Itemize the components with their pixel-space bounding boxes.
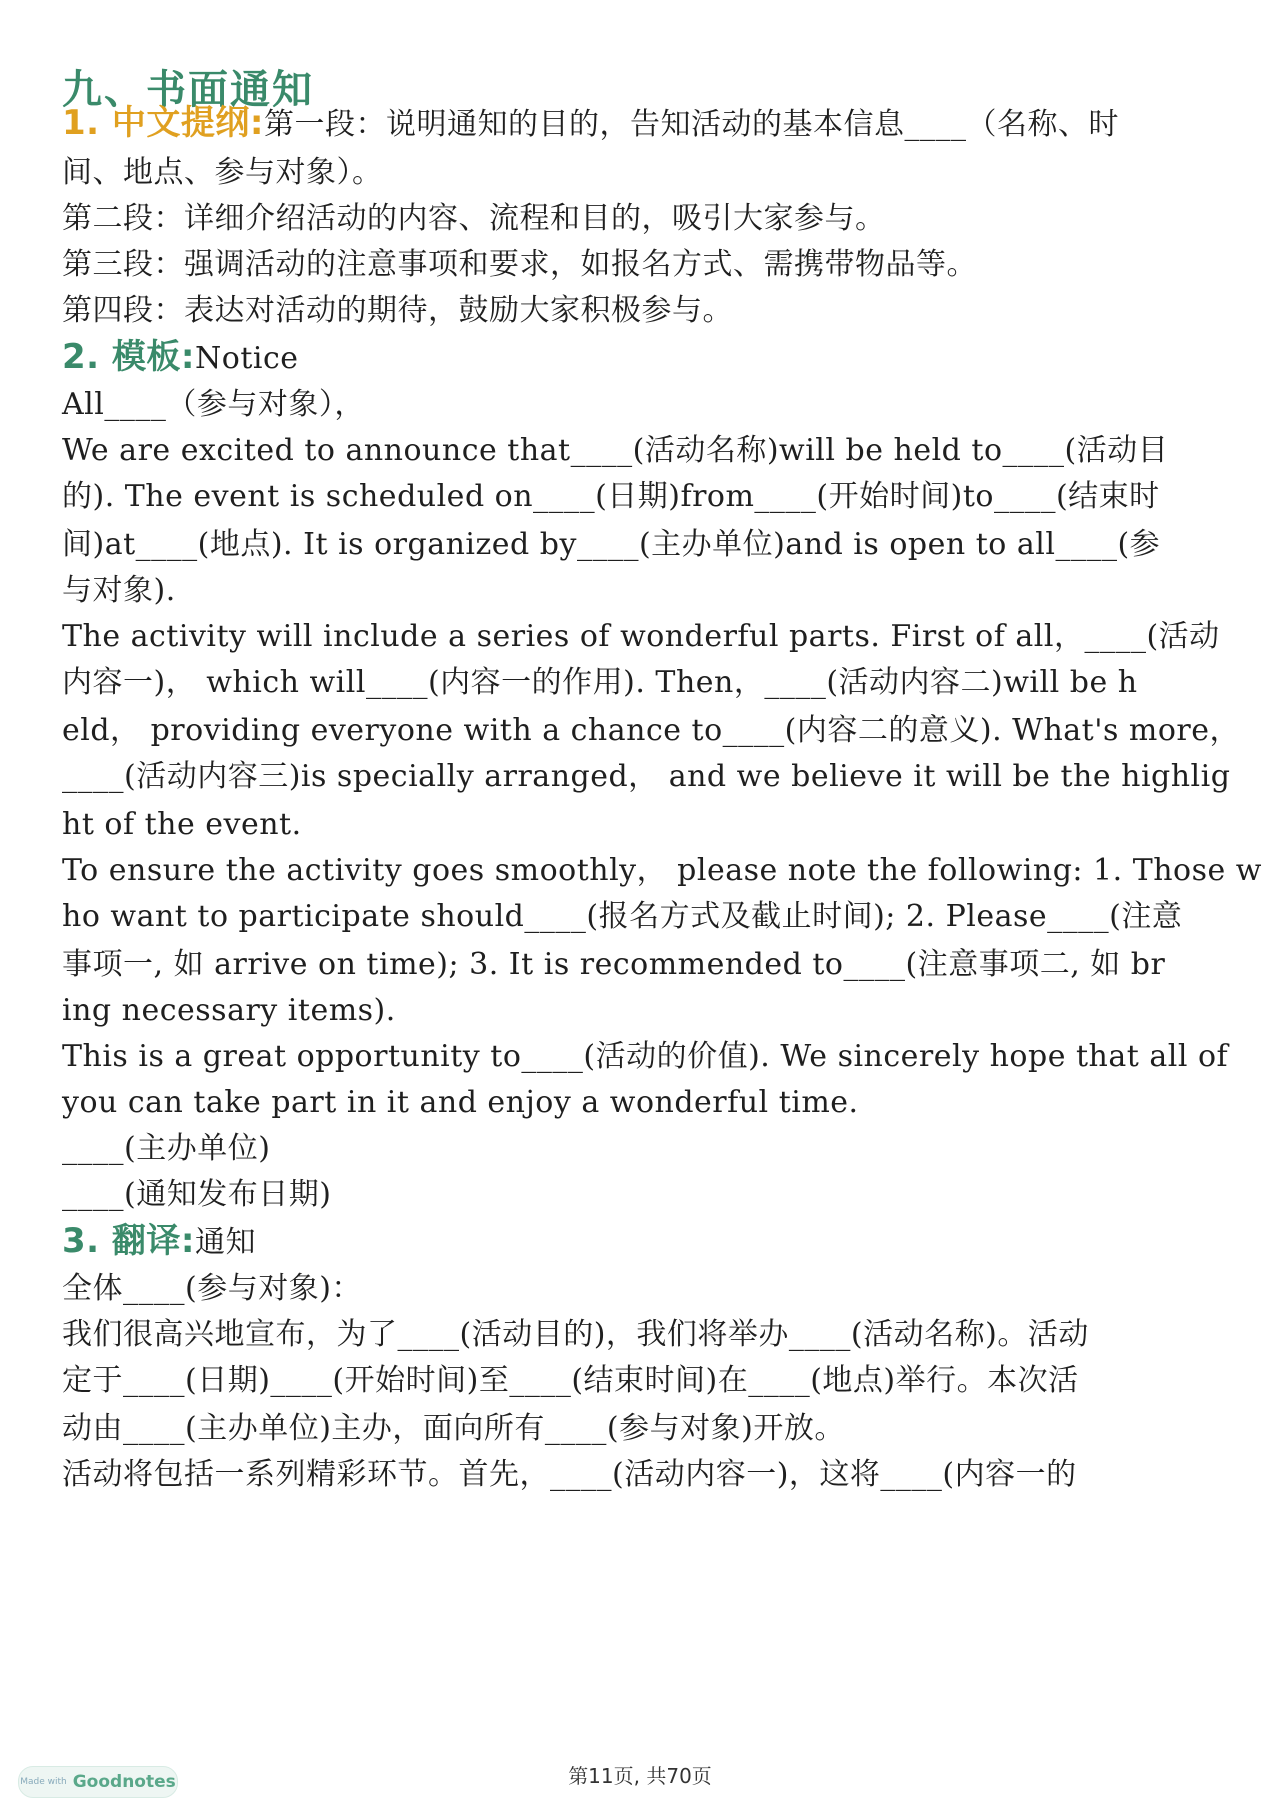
template-line-10: ht of the event.	[62, 807, 302, 842]
translation-line-2: 我们很高兴地宣布，为了____(活动目的)，我们将举办____(活动名称)。活动	[62, 1317, 1089, 1352]
template-line-13: 事项一, 如 arrive on time); 3. It is recommended to____(注意事项二, 如 br	[62, 947, 1166, 982]
template-line-7: 内容一)， which will____(内容一的作用). Then，____(活动内容二)will be h	[62, 665, 1138, 700]
template-line-16: you can take part in it and enjoy a wonderful time.	[62, 1085, 859, 1120]
page-title: 九、书面通知	[62, 67, 314, 113]
section1-line-1	[62, 96, 1222, 152]
template-line-14: ing necessary items).	[62, 993, 396, 1028]
template-line-3: 的). The event is scheduled on____(日期)from____(开始时间)to____(结束时	[62, 479, 1160, 514]
badge-brand: Goodnotes	[72, 1772, 176, 1792]
badge-made-with: Made with	[20, 1777, 67, 1787]
section1-line-2: 间、地点、参与对象）。	[62, 155, 383, 190]
section2-heading-rest: Notice	[195, 341, 299, 376]
template-line-4: 间)at____(地点). It is organized by____(主办单位)and is open to all____(参	[62, 527, 1161, 562]
template-line-1: All____（参与对象），	[62, 387, 365, 422]
page-number: 第11页, 共70页	[568, 1764, 712, 1788]
template-line-17: ____(主办单位)	[62, 1131, 271, 1166]
section1-heading: 1. 中文提纲:	[62, 103, 265, 143]
template-line-6: The activity will include a series of wonderful parts. First of all，____(活动	[62, 619, 1220, 654]
translation-line-4: 动由____(主办单位)主办，面向所有____(参与对象)开放。	[62, 1411, 845, 1446]
section1-line-5: 第四段：表达对活动的期待，鼓励大家积极参与。	[62, 293, 733, 328]
template-line-5: 与对象).	[62, 573, 176, 608]
translation-line-3: 定于____(日期)____(开始时间)至____(结束时间)在____(地点)举行。本次活	[62, 1363, 1079, 1398]
section3-heading-rest: 通知	[195, 1225, 257, 1260]
template-line-8: eld， providing everyone with a chance to____(内容二的意义). What's more，	[62, 713, 1241, 748]
template-line-2: We are excited to announce that____(活动名称)will be held to____(活动目	[62, 433, 1169, 468]
template-line-9: ____(活动内容三)is specially arranged， and we believe it will be the highlig	[62, 759, 1231, 794]
translation-line-1: 全体____(参与对象)：	[62, 1271, 362, 1306]
section1-line-3: 第二段：详细介绍活动的内容、流程和目的，吸引大家参与。	[62, 201, 886, 236]
section1-text: 第一段：说明通知的目的，告知活动的基本信息____（名称、时	[264, 107, 1120, 142]
translation-line-5: 活动将包括一系列精彩环节。首先，____(活动内容一)，这将____(内容一的	[62, 1457, 1077, 1492]
section3-heading: 3. 翻译:	[62, 1221, 196, 1261]
template-line-11: To ensure the activity goes smoothly， please note the following: 1. Those w	[62, 853, 1262, 888]
section1-line-4: 第三段：强调活动的注意事项和要求，如报名方式、需携带物品等。	[62, 247, 977, 282]
template-line-18: ____(通知发布日期)	[62, 1177, 332, 1212]
template-line-12: ho want to participate should____(报名方式及截止时间); 2. Please____(注意	[62, 899, 1183, 934]
section2-heading: 2. 模板:	[62, 337, 196, 377]
template-line-15: This is a great opportunity to____(活动的价值). We sincerely hope that all of	[62, 1039, 1229, 1074]
